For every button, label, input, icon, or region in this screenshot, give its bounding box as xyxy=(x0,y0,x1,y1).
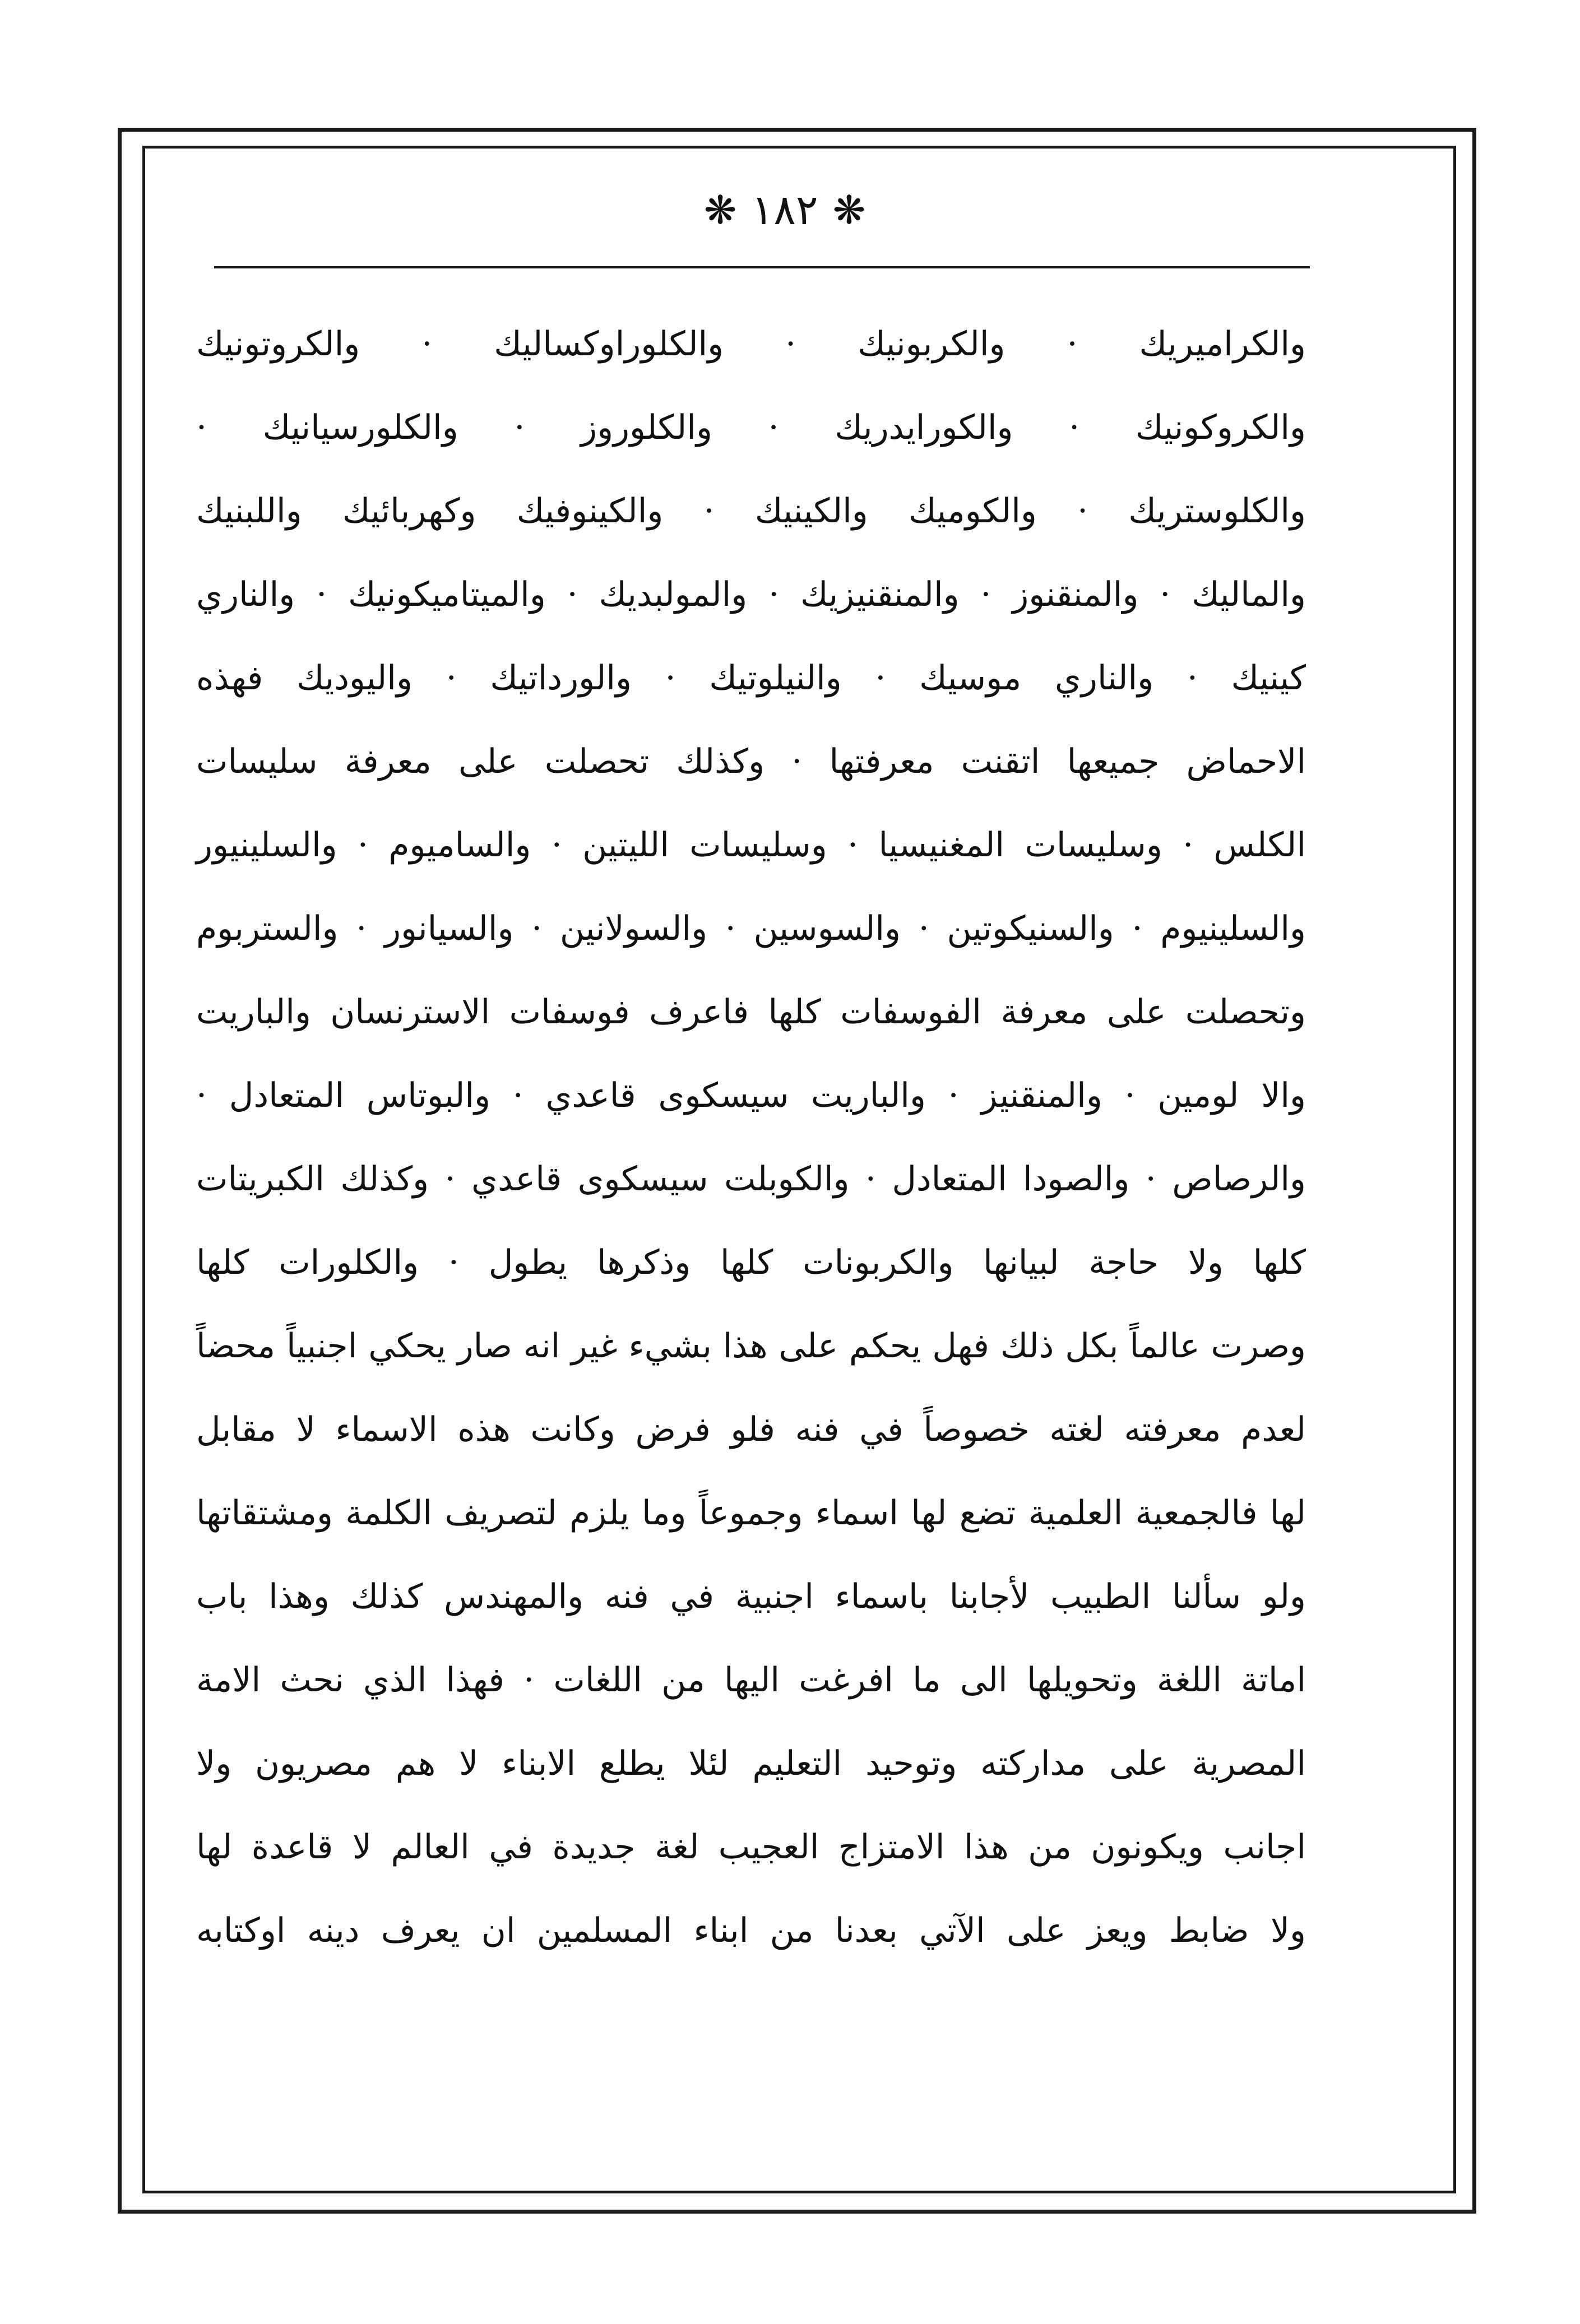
text-line: لها فالجمعية العلمية تضع لها اسماء وجموعاً وما يلزم لتصريف الكلمة ومشتقاتها xyxy=(196,1493,1306,1533)
right-ornament-icon: ❋ xyxy=(832,187,866,233)
text-line: الكلس · وسليسات المغنيسيا · وسليسات الليتين · والساميوم · والسلينيور xyxy=(196,825,1306,865)
text-line: والكلوستريك · والكوميك والكينيك · والكينوفيك وكهربائيك واللبنيك xyxy=(196,491,1306,531)
text-line: كلها ولا حاجة لبيانها والكربونات كلها وذكرها يطول · والكلورات كلها xyxy=(196,1243,1306,1282)
page-header xyxy=(628,177,942,244)
text-line: والكراميريك · والكربونيك · والكلوراوكساليك · والكروتونيك xyxy=(196,324,1306,364)
text-line: والا لومين · والمنقنيز · والباريت سيسكوى قاعدي · والبوتاس المتعادل · xyxy=(196,1076,1306,1115)
text-line: اجانب ويكونون من هذا الامتزاج العجيب لغة جديدة في العالم لا قاعدة لها xyxy=(196,1827,1306,1867)
text-line: المصرية على مداركته وتوحيد التعليم لئلا يطلع الابناء لا هم مصريون ولا xyxy=(196,1744,1306,1783)
text-line: والكروكونيك · والكورايدريك · والكلوروز · والكلورسيانيك · xyxy=(196,408,1306,447)
header-rule xyxy=(214,266,1310,268)
text-line: ولو سألنا الطبيب لأجابنا باسماء اجنبية في فنه والمهندس كذلك وهذا باب xyxy=(196,1577,1306,1616)
text-line: والسلينيوم · والسنيكوتين · والسوسين · والسولانين · والسيانور · والستربوم xyxy=(196,909,1306,948)
text-line: كينيك · والناري موسيك · والنيلوتيك · والورداتيك · واليوديك فهذه xyxy=(196,658,1306,698)
text-line: والرصاص · والصودا المتعادل · والكوبلت سيسكوى قاعدي · وكذلك الكبريتات xyxy=(196,1159,1306,1199)
text-line: اماتة اللغة وتحويلها الى ما افرغت اليها من اللغات · فهذا الذي نحث الامة xyxy=(196,1660,1306,1700)
left-ornament-icon: ❋ xyxy=(703,187,737,233)
text-line: لعدم معرفته لغته خصوصاً في فنه فلو فرض وكانت هذه الاسماء لا مقابل xyxy=(196,1410,1306,1449)
text-line: ولا ضابط ويعز على الآتي بعدنا من ابناء المسلمين ان يعرف دينه اوكتابه xyxy=(196,1911,1306,1950)
text-line: والماليك · والمنقنوز · والمنقنيزيك · والمولبديك · والميتاميكونيك · والناري xyxy=(196,575,1306,614)
page-number: ١٨٢ xyxy=(751,186,818,234)
text-line: وتحصلت على معرفة الفوسفات كلها فاعرف فوسفات الاسترنسان والباريت xyxy=(196,992,1306,1032)
arabic-body-text xyxy=(196,303,1306,2180)
text-line: وصرت عالماً بكل ذلك فهل يحكم على هذا بشيء غير انه صار يحكي اجنبياً محضاً xyxy=(196,1326,1306,1366)
text-line: الاحماض جميعها اتقنت معرفتها · وكذلك تحصلت على معرفة سليسات xyxy=(196,742,1306,781)
